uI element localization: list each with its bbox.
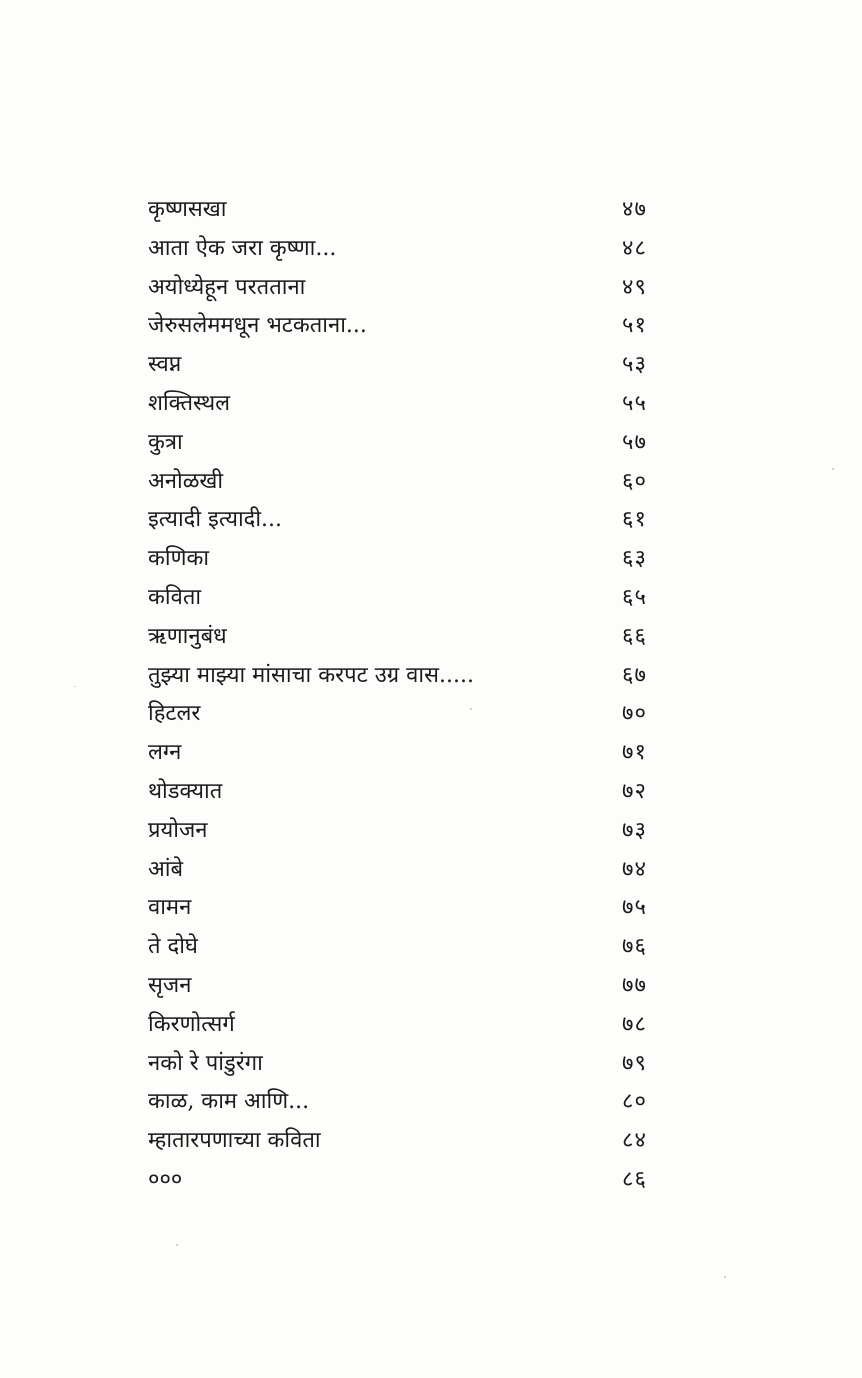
toc-entry <box>148 773 668 812</box>
toc-entry-page-number: ७५ <box>622 895 647 921</box>
toc-entry-title: लग्न <box>148 740 182 766</box>
toc-entry-page-number: ७७ <box>622 972 647 998</box>
toc-entry <box>148 618 668 657</box>
toc-entry-page-number: ७९ <box>622 1050 647 1076</box>
toc-entry <box>148 967 668 1006</box>
toc-entry-title: आता ऐक जरा कृष्णा... <box>148 235 337 261</box>
toc-entry-page-number: ७६ <box>622 934 647 960</box>
toc-entry-page-number: ४७ <box>622 197 647 222</box>
toc-entry-title: कुत्रा <box>148 429 183 455</box>
toc-entry <box>148 540 668 579</box>
toc-entry-page-number: ६७ <box>622 662 647 688</box>
toc-entry-page-number: ७४ <box>622 856 647 882</box>
toc-entry-title: थोडक्यात <box>148 778 223 804</box>
toc-entry-page-number: ६५ <box>622 584 647 610</box>
toc-entry-page-number: ७० <box>622 701 647 727</box>
toc-entry-title: आंबे <box>148 856 184 882</box>
toc-entry-title: ते दोघे <box>148 934 198 960</box>
toc-entry-page-number: ६० <box>622 468 647 494</box>
toc-entry <box>148 191 668 230</box>
toc-entry <box>148 1122 668 1161</box>
toc-entry-page-number: ८० <box>622 1089 647 1115</box>
toc-entry <box>148 657 668 696</box>
toc-entry-title: म्हातारपणाच्या कविता <box>148 1128 321 1154</box>
toc-entry-title: कविता <box>148 584 202 610</box>
toc-entry <box>148 734 668 773</box>
toc-entry-page-number: ५७ <box>622 429 647 455</box>
toc-entry <box>148 1083 668 1122</box>
paper-speck <box>176 1244 178 1246</box>
toc-entry-page-number: ४९ <box>622 274 647 300</box>
toc-entry-page-number: ६६ <box>622 623 647 649</box>
toc-entry-title: स्वप्न <box>148 352 182 378</box>
toc-entry-title: इत्यादी इत्यादी... <box>148 507 283 533</box>
paper-speck <box>832 468 834 470</box>
table-of-contents <box>148 191 668 1200</box>
toc-entry-page-number: ८४ <box>622 1128 647 1154</box>
toc-entry-title: सृजन <box>148 972 192 998</box>
toc-entry <box>148 812 668 851</box>
toc-entry <box>148 1006 668 1045</box>
toc-entry <box>148 851 668 890</box>
toc-entry-title: तुझ्या माझ्या मांसाचा करपट उग्र वास..... <box>148 662 474 688</box>
toc-entry <box>148 1161 668 1200</box>
toc-entry <box>148 346 668 385</box>
toc-entry-page-number: ५३ <box>622 352 647 378</box>
toc-entry-page-number: ४८ <box>622 235 647 261</box>
toc-entry <box>148 307 668 346</box>
toc-entry <box>148 463 668 502</box>
toc-entry <box>148 424 668 463</box>
toc-entry-title: नको रे पांडुरंगा <box>148 1050 263 1076</box>
toc-entry <box>148 1045 668 1084</box>
toc-entry-title: जेरुसलेममधून भटकताना... <box>148 313 367 339</box>
toc-entry <box>148 385 668 424</box>
toc-entry-title: प्रयोजन <box>148 817 208 843</box>
toc-entry-title: शक्तिस्थल <box>148 390 231 416</box>
toc-entry <box>148 695 668 734</box>
paper-speck <box>74 686 76 687</box>
toc-entry <box>148 269 668 308</box>
toc-entry <box>148 889 668 928</box>
toc-entry-page-number: ७२ <box>622 778 647 804</box>
toc-entry-page-number: ७१ <box>622 740 647 766</box>
toc-entry <box>148 579 668 618</box>
paper-speck <box>470 708 472 710</box>
toc-entry-title: अनोळखी <box>148 468 224 494</box>
toc-entry-title: किरणोत्सर्ग <box>148 1011 235 1037</box>
toc-entry-title: अयोध्येहून परतताना <box>148 274 306 300</box>
toc-entry-title: वामन <box>148 895 192 921</box>
toc-entry <box>148 501 668 540</box>
toc-entry-page-number: ६१ <box>622 507 647 533</box>
toc-entry-title: हिटलर <box>148 701 201 727</box>
toc-entry <box>148 230 668 269</box>
paper-speck <box>724 1276 726 1278</box>
toc-entry-title: ००० <box>148 1166 183 1192</box>
toc-entry-page-number: ५५ <box>622 390 647 416</box>
toc-entry-title: ऋणानुबंध <box>148 623 227 649</box>
toc-entry-page-number: ७८ <box>622 1011 647 1037</box>
toc-entry-page-number: ७३ <box>622 817 647 843</box>
toc-entry-page-number: ६३ <box>622 546 647 572</box>
toc-entry-title: कणिका <box>148 546 210 572</box>
toc-entry <box>148 928 668 967</box>
toc-entry-page-number: ८६ <box>622 1166 647 1192</box>
toc-entry-title: काळ, काम आणि... <box>148 1089 310 1115</box>
toc-entry-page-number: ५१ <box>622 313 647 339</box>
toc-entry-title: कृष्णसखा <box>148 197 227 222</box>
